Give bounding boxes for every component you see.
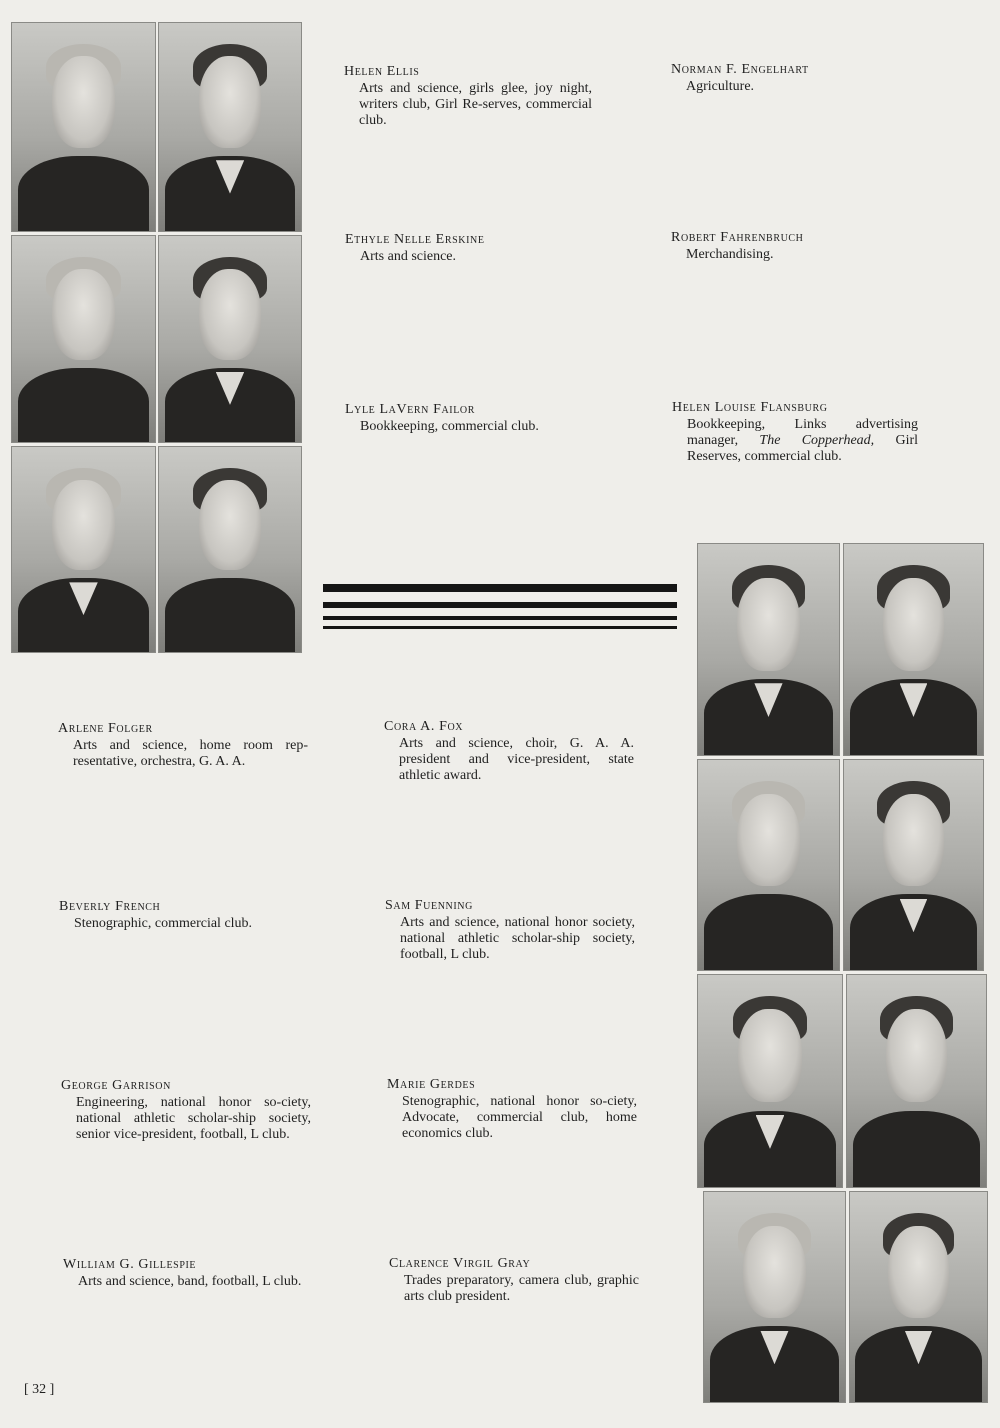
student-entry — [63, 1256, 313, 1290]
student-name: Sam Fuenning — [385, 898, 473, 913]
student-activities: Stenographic, commercial club. — [74, 916, 253, 931]
student-activities: Bookkeeping, Links advertising manager, The Copperhead, Girl Reserves, commercial club. — [687, 417, 919, 464]
student-name: Helen Ellis — [344, 64, 420, 79]
student-name: Marie Gerdes — [387, 1077, 476, 1092]
student-name: George Garrison — [61, 1078, 171, 1093]
page-number: [ 32 ] — [24, 1382, 55, 1397]
decorative-rule — [323, 602, 677, 608]
student-activities: Engineering, national honor so-ciety, national athletic scholar-ship society, senior vice-president, football, L club. — [76, 1095, 311, 1142]
student-entry — [59, 898, 309, 932]
student-name: Robert Fahrenbruch — [671, 230, 804, 245]
portrait-photo — [843, 759, 984, 971]
portrait-photo — [843, 543, 984, 756]
portrait-photo — [158, 446, 302, 653]
student-activities: Arts and science, national honor society, national athletic scholar-ship society, football, L club. — [400, 915, 635, 962]
portrait-photo — [697, 974, 843, 1188]
student-name: Cora A. Fox — [384, 719, 464, 734]
portrait-photo — [158, 22, 302, 232]
student-entry — [344, 63, 592, 129]
student-name: William G. Gillespie — [63, 1257, 197, 1272]
student-activities: Arts and science, band, football, L club. — [78, 1274, 302, 1289]
student-name: Clarence Virgil Gray — [389, 1256, 531, 1271]
student-entry — [61, 1077, 311, 1143]
student-name: Lyle LaVern Failor — [345, 402, 476, 417]
student-entry — [384, 718, 634, 784]
student-name: Ethyle Nelle Erskine — [345, 232, 485, 247]
portrait-photo — [11, 446, 156, 653]
student-entry — [671, 61, 921, 95]
student-name: Beverly French — [59, 899, 161, 914]
portrait-photo — [158, 235, 302, 443]
student-activities: Arts and science, choir, G. A. A. president and vice-president, state athletic award. — [399, 736, 634, 783]
student-activities: Bookkeeping, commercial club. — [360, 419, 539, 434]
student-activities: Merchandising. — [686, 247, 774, 262]
portrait-photo — [11, 235, 156, 443]
student-entry — [58, 720, 308, 770]
student-activities: Arts and science. — [360, 249, 457, 264]
student-activities: Stenographic, national honor so-ciety, Advocate, commercial club, home economics club. — [402, 1094, 637, 1141]
student-name: Helen Louise Flansburg — [672, 400, 828, 415]
portrait-photo — [846, 974, 987, 1188]
student-entry — [345, 401, 593, 435]
student-activities: Arts and science, girls glee, joy night, writers club, Girl Re-serves, commercial club. — [359, 81, 592, 128]
student-activities: Trades preparatory, camera club, graphic arts club president. — [404, 1273, 639, 1304]
student-entry — [385, 897, 635, 963]
student-entry — [672, 399, 918, 465]
student-activities: Agriculture. — [686, 79, 755, 94]
portrait-photo — [703, 1191, 846, 1403]
student-entry — [671, 229, 921, 263]
decorative-rule — [323, 616, 677, 620]
student-entry — [387, 1076, 637, 1142]
portrait-photo — [11, 22, 156, 232]
decorative-rule — [323, 626, 677, 629]
student-entry — [345, 231, 593, 265]
portrait-photo — [849, 1191, 988, 1403]
portrait-photo — [697, 543, 840, 756]
student-activities: Arts and science, home room rep-resentative, orchestra, G. A. A. — [73, 738, 308, 769]
student-name: Norman F. Engelhart — [671, 62, 809, 77]
portrait-photo — [697, 759, 840, 971]
student-entry — [389, 1255, 639, 1305]
decorative-rule — [323, 584, 677, 592]
student-name: Arlene Folger — [58, 721, 153, 736]
publication-title: The Copperhead, — [759, 433, 875, 448]
